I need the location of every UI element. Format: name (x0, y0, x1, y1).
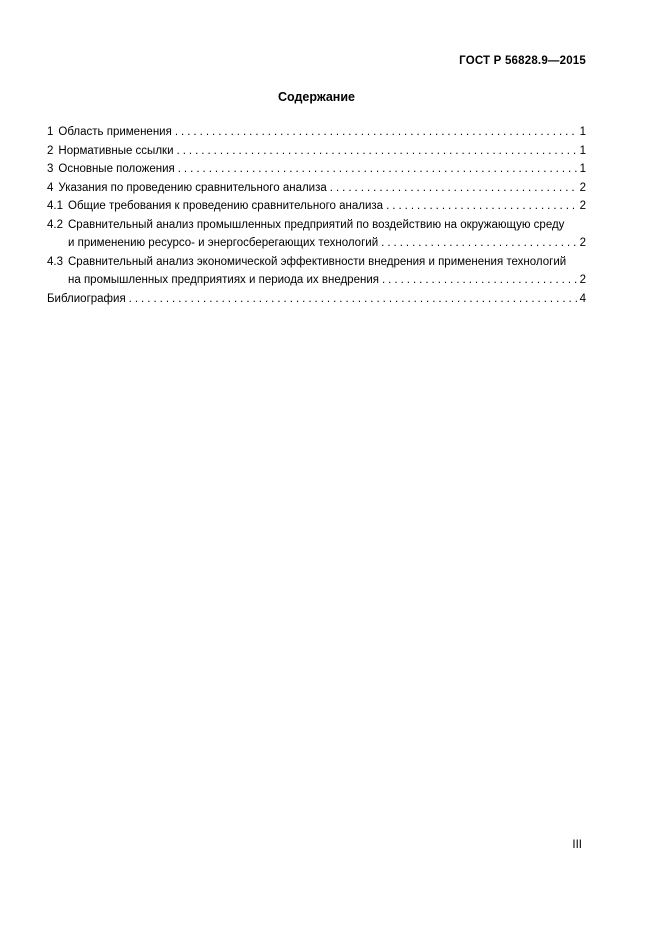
toc-entry-title-line1: Сравнительный анализ экономической эффективности внедрения и применения технологий (68, 255, 567, 268)
toc-entry-page: 2 (579, 200, 586, 212)
toc-entry (47, 199, 586, 213)
dot-leader (330, 181, 577, 195)
toc-entry-title: Область применения (58, 126, 172, 138)
dot-leader (129, 292, 577, 306)
dot-leader (175, 125, 577, 139)
toc-entry-number: 1 (47, 126, 54, 138)
dot-leader (386, 199, 577, 213)
dot-leader (381, 236, 576, 250)
toc-entry-title-line2: на промышленных предприятиях и периода их внедрения (68, 274, 379, 286)
standard-number-header: ГОСТ Р 56828.9—2015 (459, 55, 586, 67)
toc-entry-number: 4.1 (47, 200, 63, 212)
toc-entry-page: 1 (579, 126, 586, 138)
dot-leader (177, 144, 577, 158)
toc-entry-number: 4.3 (47, 255, 63, 268)
toc-entry-title: Библиография (47, 292, 126, 305)
page-title: Содержание (277, 90, 355, 104)
toc-entry-title: Нормативные ссылки (58, 144, 174, 157)
toc-entry-title-line1: Сравнительный анализ промышленных предприятий по воздействию на окружающую среду (68, 218, 565, 231)
toc-entry-page: 4 (579, 292, 586, 305)
toc-entry-page: 1 (579, 163, 586, 175)
toc-entry-page: 2 (579, 237, 586, 249)
table-of-contents (47, 125, 586, 306)
toc-entry (47, 125, 586, 139)
dot-leader (178, 162, 577, 176)
toc-entry-page: 1 (579, 144, 586, 157)
toc-entry (47, 218, 586, 251)
toc-entry (47, 292, 586, 306)
toc-entry-title-line2: и применению ресурсо- и энергосберегающих технологий (68, 237, 379, 249)
toc-entry-number: 3 (47, 163, 54, 175)
toc-entry-number: 4 (47, 181, 54, 194)
toc-entry-title: Основные положения (58, 163, 175, 175)
toc-entry-page: 2 (579, 274, 586, 286)
toc-entry-title: Указания по проведению сравнительного анализа (58, 181, 327, 194)
toc-entry-title: Общие требования к проведению сравнительного анализа (68, 200, 384, 212)
toc-entry-page: 2 (579, 181, 586, 194)
toc-entry (47, 181, 586, 195)
toc-entry (47, 255, 586, 288)
page-content (47, 55, 586, 310)
dot-leader (382, 273, 577, 287)
toc-entry (47, 162, 586, 176)
toc-entry-number: 2 (47, 144, 54, 157)
page-number-footer: III (572, 839, 582, 851)
toc-entry (47, 144, 586, 158)
toc-entry-number: 4.2 (47, 218, 63, 231)
